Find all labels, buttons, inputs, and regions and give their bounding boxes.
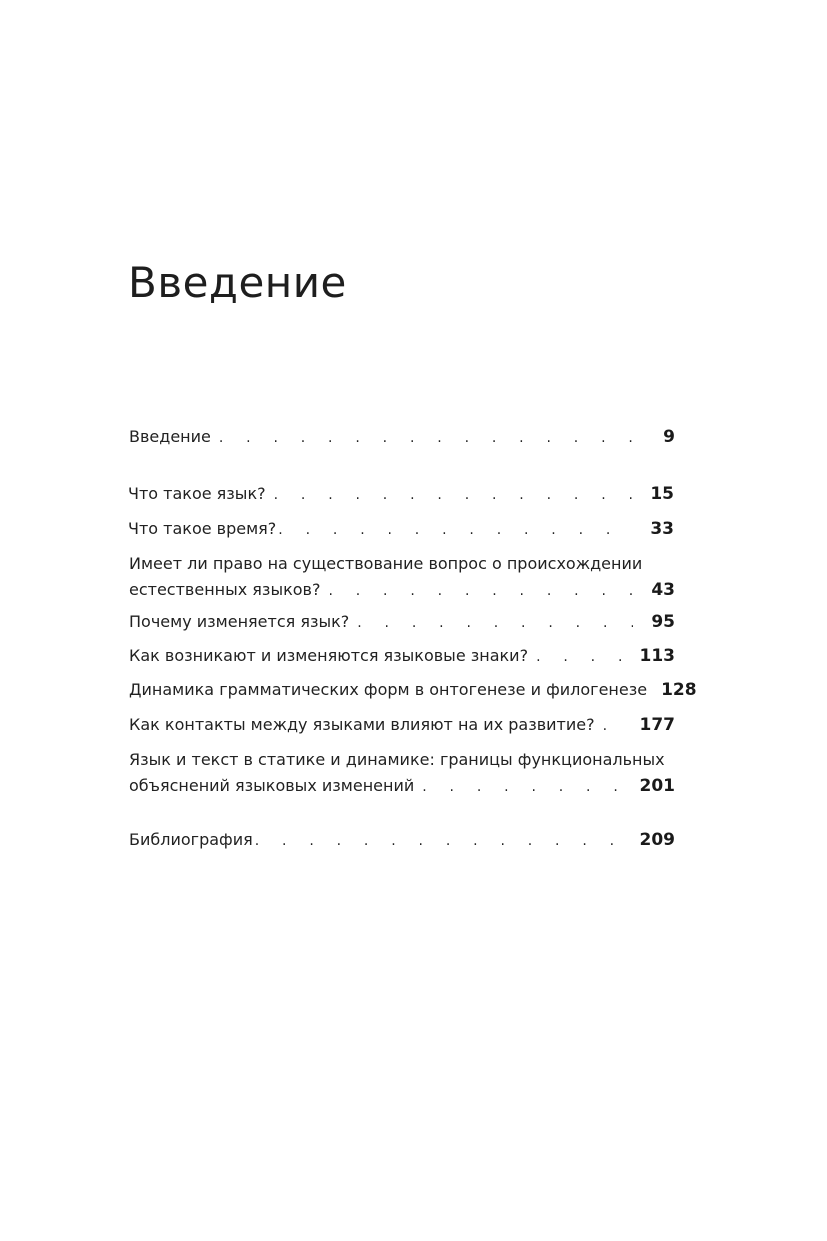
toc-entry-label: Введение bbox=[129, 427, 211, 446]
toc-entry-bibliography[interactable] bbox=[129, 827, 675, 854]
dot-leader bbox=[357, 610, 633, 636]
toc-entry-label: Библиография bbox=[129, 830, 253, 849]
toc-page-number: 113 bbox=[639, 646, 675, 666]
dot-leader bbox=[328, 578, 633, 604]
toc-entry-origin-question[interactable] bbox=[129, 551, 675, 604]
toc-entry-language-and-text[interactable] bbox=[129, 747, 675, 800]
toc-entry-label-line2: естественных языков? bbox=[129, 580, 321, 599]
dot-leader bbox=[536, 644, 627, 670]
toc-entry-label: Что такое язык? bbox=[128, 484, 266, 503]
toc-entry-grammatical-forms[interactable] bbox=[129, 677, 697, 704]
toc-page-number: 177 bbox=[639, 715, 675, 735]
toc-entry-label-line1: Имеет ли право на существование вопрос о происхождении bbox=[129, 554, 643, 573]
toc-entry-label: Как возникают и изменяются языковые знаки? bbox=[129, 646, 529, 665]
toc-entry-what-is-language[interactable] bbox=[128, 481, 674, 508]
dot-leader bbox=[219, 425, 633, 451]
toc-entry-label-line2: объяснений языковых изменений bbox=[129, 776, 415, 795]
dot-leader bbox=[274, 482, 632, 508]
toc-entry-introduction[interactable] bbox=[129, 424, 675, 451]
toc-entry-linguistic-signs[interactable] bbox=[129, 643, 675, 670]
toc-entry-label-line1: Язык и текст в статике и динамике: границы функциональных bbox=[129, 750, 665, 769]
toc-page-number: 15 bbox=[650, 484, 674, 504]
toc-page-number: 43 bbox=[651, 580, 675, 600]
toc-page-number: 209 bbox=[639, 830, 675, 850]
dot-leader bbox=[603, 713, 628, 739]
toc-entry-label: Почему изменяется язык? bbox=[129, 612, 350, 631]
page-title: Введение bbox=[128, 258, 347, 307]
toc-entry-what-is-time[interactable] bbox=[128, 516, 674, 543]
toc-page-number: 9 bbox=[663, 427, 675, 447]
toc-page-number: 128 bbox=[661, 680, 697, 700]
toc-entry-why-language-changes[interactable] bbox=[129, 609, 675, 636]
dot-leader bbox=[278, 517, 632, 543]
dot-leader bbox=[255, 828, 628, 854]
toc-entry-label: Динамика грамматических форм в онтогенезе и филогенезе bbox=[129, 680, 648, 699]
toc-entry-language-contacts[interactable] bbox=[129, 712, 675, 739]
dot-leader bbox=[422, 774, 627, 800]
toc-entry-label: Что такое время? bbox=[128, 519, 277, 538]
toc-page-number: 201 bbox=[639, 776, 675, 796]
toc-page-number: 95 bbox=[651, 612, 675, 632]
toc-entry-label: Как контакты между языками влияют на их развитие? bbox=[129, 715, 595, 734]
toc-page-number: 33 bbox=[650, 519, 674, 539]
